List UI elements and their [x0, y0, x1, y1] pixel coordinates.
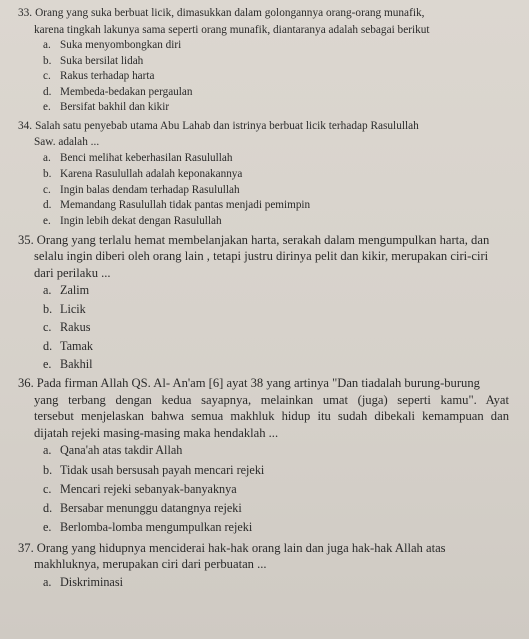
option-d[interactable]: [43, 85, 511, 101]
option-b[interactable]: [43, 461, 511, 480]
option-letter: a.: [43, 574, 52, 589]
option-text: Membeda-bedakan pergaulan: [60, 85, 193, 98]
option-letter: b.: [43, 462, 53, 477]
question-number: 37.: [18, 540, 34, 555]
option-list: [18, 573, 511, 591]
option-letter: d.: [43, 199, 52, 212]
option-letter: c.: [43, 183, 51, 196]
option-a[interactable]: [43, 151, 511, 167]
question-36: [18, 375, 511, 537]
question-line: karena tingkah lakunya sama seperti orang munafik, diantaranya adalah sebagai berikut: [34, 23, 430, 36]
option-a[interactable]: [43, 281, 511, 299]
option-e[interactable]: [43, 100, 511, 116]
option-list: [18, 281, 511, 373]
option-letter: b.: [43, 54, 52, 67]
question-number: 34.: [18, 119, 33, 132]
question-number: 35.: [18, 232, 34, 247]
question-line: dari perilaku ...: [34, 265, 111, 280]
question-37: [18, 540, 511, 591]
option-text: Bersabar menunggu datangnya rejeki: [60, 501, 242, 516]
option-list: [18, 38, 511, 116]
option-text: Qana'ah atas takdir Allah: [60, 443, 183, 458]
option-letter: a.: [43, 39, 51, 51]
option-list: [18, 151, 511, 230]
question-line: tersebut menjelaskan bahwa semua makhluk hidup itu sudah dibekali kemampuan dan: [34, 409, 509, 424]
question-number: 33.: [18, 7, 33, 19]
option-text: Tamak: [60, 338, 93, 353]
option-text: Rakus terhadap harta: [60, 70, 155, 83]
question-text: [18, 5, 511, 38]
question-line: Salah satu penyebab utama Abu Lahab dan istrinya berbuat licik terhadap Rasulullah: [35, 119, 419, 132]
question-text: [18, 232, 511, 282]
option-text: Bakhil: [60, 357, 93, 372]
option-letter: a.: [43, 283, 52, 298]
option-letter: b.: [43, 301, 53, 316]
question-line: Orang yang terlalu hemat membelanjakan harta, serakah dalam mengumpulkan harta, dan: [36, 232, 490, 247]
option-a[interactable]: [43, 573, 511, 591]
option-letter: d.: [43, 85, 52, 98]
option-b[interactable]: [43, 54, 511, 70]
option-c[interactable]: [43, 480, 511, 499]
option-letter: c.: [43, 481, 52, 496]
question-line: Orang yang hidupnya menciderai hak-hak orang lain dan juga hak-hak Allah atas: [36, 540, 446, 555]
question-line: Orang yang suka berbuat licik, dimasukkan dalam golongannya orang-orang munafik,: [35, 7, 425, 19]
option-c[interactable]: [43, 318, 511, 336]
option-e[interactable]: [43, 214, 511, 230]
option-a[interactable]: [43, 441, 511, 460]
option-c[interactable]: [43, 69, 511, 85]
option-d[interactable]: [43, 337, 511, 355]
option-text: Benci melihat keberhasilan Rasulullah: [60, 151, 233, 164]
option-text: Suka menyombongkan diri: [60, 39, 182, 51]
option-letter: b.: [43, 167, 52, 180]
option-d[interactable]: [43, 198, 511, 214]
option-b[interactable]: [43, 167, 511, 183]
option-text: Licik: [60, 301, 86, 316]
option-letter: e.: [43, 101, 51, 114]
option-letter: c.: [43, 70, 51, 83]
question-34: [18, 118, 511, 230]
option-list: [18, 441, 511, 537]
option-text: Rakus: [60, 320, 91, 335]
option-e[interactable]: [43, 518, 511, 537]
option-text: Mencari rejeki sebanyak-banyaknya: [60, 481, 237, 496]
option-text: Berlomba-lomba mengumpulkan rejeki: [60, 520, 253, 535]
option-text: Ingin balas dendam terhadap Rasulullah: [60, 183, 240, 196]
option-letter: a.: [43, 151, 51, 164]
option-text: Diskriminasi: [60, 574, 123, 589]
option-e[interactable]: [43, 355, 511, 373]
question-line: dijatah rejeki masing-masing maka hendaklah ...: [34, 425, 279, 440]
question-text: [18, 118, 511, 151]
question-line: makhluknya, merupakan ciri dari perbuatan ...: [34, 557, 267, 571]
option-text: Suka bersilat lidah: [60, 54, 144, 67]
question-line: Saw. adalah ...: [34, 136, 100, 149]
question-number: 36.: [18, 376, 34, 391]
option-a[interactable]: [43, 38, 511, 54]
option-letter: a.: [43, 443, 52, 458]
option-letter: e.: [43, 520, 52, 535]
question-33: [18, 5, 511, 116]
option-text: Bersifat bakhil dan kikir: [60, 101, 170, 114]
option-b[interactable]: [43, 300, 511, 318]
option-letter: d.: [43, 501, 53, 516]
option-text: Zalim: [60, 283, 90, 298]
question-text: [18, 375, 511, 441]
option-text: Karena Rasulullah adalah keponakannya: [60, 167, 243, 180]
option-d[interactable]: [43, 499, 511, 518]
option-letter: e.: [43, 357, 52, 372]
question-text: [18, 540, 511, 573]
option-c[interactable]: [43, 183, 511, 199]
option-letter: e.: [43, 215, 51, 228]
question-line: yang terbang dengan kedua sayapnya, melainkan umat (juga) seperti kamu". Ayat: [34, 392, 509, 407]
option-text: Memandang Rasulullah tidak pantas menjadi pemimpin: [60, 199, 311, 212]
question-line: Pada firman Allah QS. Al- An'am [6] ayat 38 yang artinya "Dan tiadalah burung-burung: [36, 376, 480, 391]
question-line: selalu ingin diberi oleh orang lain , tetapi justru dirinya pelit dan kikir, merupakan ciri-ciri: [34, 249, 489, 264]
option-letter: d.: [43, 338, 53, 353]
option-text: Ingin lebih dekat dengan Rasulullah: [60, 215, 222, 228]
option-text: Tidak usah bersusah payah mencari rejeki: [60, 462, 265, 477]
option-letter: c.: [43, 320, 52, 335]
question-35: [18, 232, 511, 374]
